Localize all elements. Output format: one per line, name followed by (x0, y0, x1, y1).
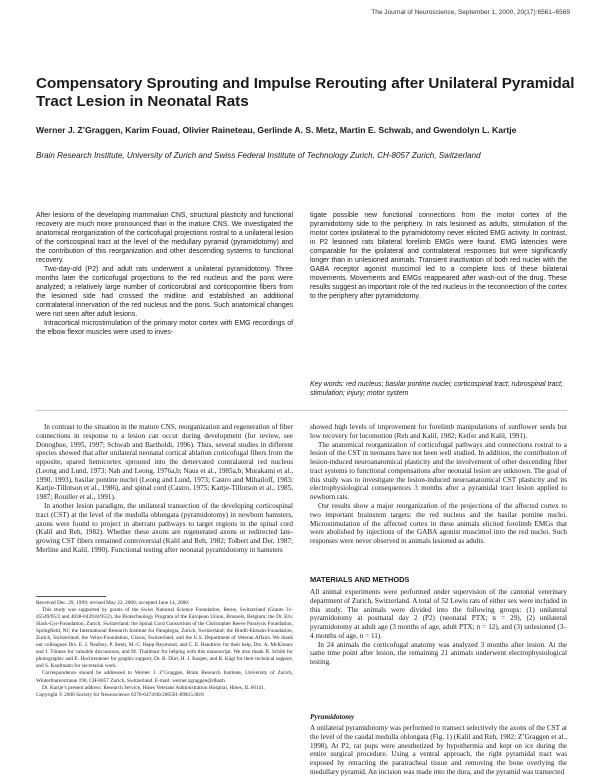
abstract-divider (36, 410, 567, 411)
body-paragraph: The anatomical reorganization of corticofugal pathways and connections rostral to a lesion of the CST in neonates have not been well studied. In addition, the contribution of lesion-induced neuroanatomical plasticity and the involvement of other descending fiber tract systems to functional compensations after neonatal lesion are unknown. The goal of this study was to investigate the lesion-induced neuroanatomical CST plasticity and its electrophysiological consequences 3 months after a pyramidal tract lesion applied to newborn rats. (310, 440, 567, 502)
introduction-right-column (310, 423, 567, 546)
body-paragraph: Our results show a major reorganization of the projections of the affected cortex to two important brainstem targets: the red nucleus and the basilar pontine nuclei. Microstimulation of the affected cortex in these animals elicited forelimb EMGs that were abolished by injections of the GABA agonist muscimol into the red nuclei. Such responses were never observed in animals lesioned as adults. (310, 502, 567, 546)
abstract-left-column (36, 211, 293, 337)
methods-column (310, 588, 567, 667)
introduction-left-column (36, 423, 293, 555)
abstract-paragraph: After lesions of the developing mammalian CNS, structural plasticity and functional recovery are much more pronounced than in the mature CNS. We investigated the anatomical reorganization of the corticofugal projections rostral to a unilateral lesion of the corticospinal tract at the level of the medullary pyramid (pyramidotomy) and the contribution of this reorganization and other descending systems to functional recovery. (36, 212, 293, 265)
funding-acknowledgment: This study was supported by grants of the Swiss National Science Foundation, Berne, Switzerland (Grants 31-45549/95/2 and 4038-043918/95/2), the Biotechnology Program of the European Union, Brussels, Belgium; the Dr. Eric Slack-Gyr-Foundation, Zurich, Switzerland; the Spinal Cord Consortium of the Christopher Reeve Paralysis Foundation, Springfield, NJ; the International Research Institute for Paraplegia, Zurich, Switzerland; the Bindli-Ehrsam-Foundation, Zurich, Switzerland; the Velux-Foundation, Glarus, Switzerland, and the U.S. Department of Veteran Affairs. We thank our colleagues Drs. E. J. Neafsey, P. Streit, M.-C. Hepp-Reymond, and C. E. Bandtlow for their help, Drs. A. McKinney and J. Tönnes for valuable discussions, and M. Thallmair for helping with this manuscript. We also thank R. Schöb for photographic and E. Hochreutener for graphic support, Dr. R. Dürr, H. J. Kasper, and R. Kägi for their technical support, and S. Kaufmann for secretarial work. (36, 607, 293, 670)
body-paragraph: A unilateral pyramidotomy was performed to transect selectively the axons of the CST at the level of the caudal medulla oblongata (Fig. 1) (Kalil and Reh, 1982; Z’Graggen et al., 1998). At P2, rat pups were anesthetized by hypothermia and kept on ice during the entire surgical procedure. Using a ventral approach, the right pyramidal tract was exposed by retracting the paratracheal tissue and removing the bone overlying the medullary pyramid. An incision was made into the dura, and the pyramid was transected (310, 724, 567, 776)
received-dates: Received Dec. 29, 1999; revised May 22, 2000; accepted June 14, 2000. (36, 600, 190, 606)
body-paragraph: All animal experiments were performed under supervision of the cantonal veterinary department of Zurich, Switzerland. A total of 52 Lewis rats of either sex were included in this study. The animals were divided into the following groups: (1) unilateral pyramidotomy at postnatal day 2 (P2) (neonatal PTX; n = 29), (2) unilateral pyramidotomy at adult age (3 months of age, adult PTX; n = 12), and (3) unlesioned (3–4 months of age, n = 11). (310, 588, 567, 640)
abstract-paragraph: Two-day-old (P2) and adult rats underwent a unilateral pyramidotomy. Three months later the corticofugal projections to the red nucleus and the pons were analyzed; a relatively large number of corticorubral and corticopontine fibers from the lesioned side had crossed the midline and established an additional contralateral innervation of the red nucleus and the pons. Such anatomical changes were not seen after adult lesions. (36, 266, 293, 319)
keywords: Key words: red nucleus; basilar pontine nuclei; corticospinal tract; rubrospinal tract; stimulation; injury; motor system (310, 381, 563, 398)
body-paragraph: In another lesion paradigm, the unilateral transection of the developing corticospinal tract (CST) at the level of the medulla oblongata (pyramidotomy) in newborn hamsters, axons were found to project in aberrant pathways to target regions in the spinal cord (Kalil and Reh, 1982). Whether these axons are regenerated axons or redirected late-growing CST fibers remained controversial (Kalil and Reh, 1982; Tolbert and Der, 1987; Merline and Kalil, 1990). Functional testing after neonatal pyramidotomy in hamsters (36, 502, 293, 554)
author-affiliation: Brain Research Institute, University of Zurich and Swiss Federal Institute of Technology Zurich, CH-8057 Zurich, Switzerland (36, 151, 481, 160)
running-head: The Journal of Neuroscience, September 1, 2000, 20(17):6561–6569 (371, 9, 570, 16)
body-paragraph: In 24 animals the corticofugal anatomy was analyzed 3 months after lesion. At the same time point after lesion, the remaining 21 animals underwent electrophysiological testing. (310, 640, 567, 667)
abstract-paragraph: tigate possible new functional connections from the motor cortex of the pyramidotomy side to the periphery. In rats lesioned as adults, stimulation of the motor cortex ipsilateral to the pyramidotomy never elicited EMG activity. In contrast, in P2 lesioned rats bilateral forelimb EMGs were found. EMG latencies were comparable for the ipsilateral and contralateral responses but were significantly longer than in unlesioned animals. Transient inactivation of both red nuclei with the GABA receptor agonist muscimol led to a complete loss of these bilateral movements. Movements and EMGs reappeared after wash-out of the drug. These results suggest an important role of the red nucleus in the reconnection of the cortex to the periphery after pyramidotomy. (310, 212, 567, 301)
footnotes (36, 600, 293, 699)
correspondence-note: Correspondence should be addressed to Werner J. Z’Graggen, Brain Research Institute, University of Zurich, Winterthurerstrasse 190, CH-8057 Zurich, Switzerland. E-mail: werner.zgraggen@dhazh. (36, 670, 293, 684)
footnote-divider (36, 596, 106, 597)
article-title: Compensatory Sprouting and Impulse Rerouting after Unilateral Pyramidal Tract Lesion in Neonatal Rats (36, 75, 575, 110)
subsection-heading-pyramidotomy: Pyramidotomy (310, 712, 355, 721)
abstract-paragraph: Intracortical microstimulation of the primary motor cortex with EMG recordings of the elbow flexor muscles were used to inves- (36, 320, 293, 337)
pyramidotomy-column (310, 724, 567, 777)
abstract-right-column (310, 211, 567, 301)
copyright-line: Copyright © 2000 Society for Neuroscience 0270-6474/00/206561-09$15.00/0 (36, 691, 204, 698)
present-address-note: Dr. Kartje’s present address: Research Service, Hines Veterans Administration Hospital, Hines, IL 60141. (42, 684, 266, 691)
section-heading-methods: MATERIALS AND METHODS (310, 575, 410, 584)
body-paragraph: showed high levels of improvement for forelimb manipulations of sunflower seeds but low recovery for locomotion (Reh and Kalil, 1982; Keifer and Kalil, 1991). (310, 423, 567, 440)
body-paragraph: In contrast to the situation in the mature CNS, reorganization and regeneration of fiber connections in response to a lesion can occur during development (for review, see Donoghue, 1995, 1997; Schwab and Bartholdi, 1996). Thus, several studies in different species showed that after unilateral neonatal cortical ablation corticofugal fibers from the opposite, spared hemicortex sprouted into the denervated contralateral red nucleus (Leong and Lund, 1973; Nah and Leong, 1976a,b; Naus et al., 1985a,b; Murakami et al., 1990, 1993), basilar pontine nuclei (Leong and Lund, 1973; Castro and Mihailoff, 1983; Kartje-Tillotson et al., 1986), and spinal cord (Castro, 1975; Kartje-Tillotson et al., 1985, 1987; Rouiller et al., 1991). (36, 423, 293, 502)
author-list: Werner J. Z’Graggen, Karim Fouad, Olivier Raineteau, Gerlinde A. S. Metz, Martin E. Schwab, and Gwendolyn L. Kartje (36, 125, 517, 135)
